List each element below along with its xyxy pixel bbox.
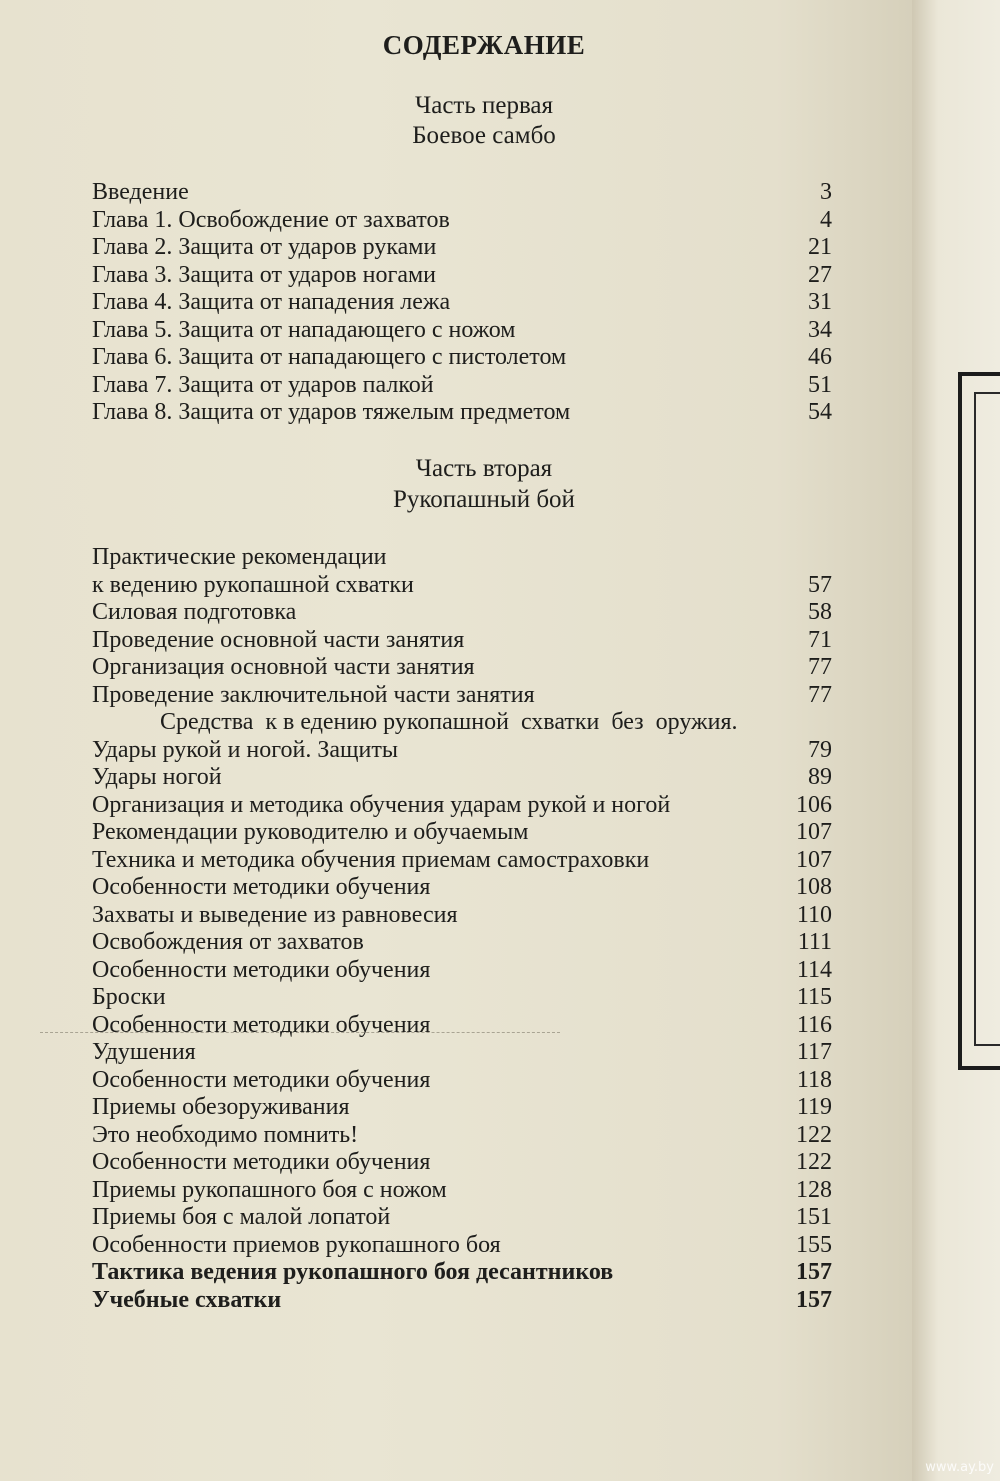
toc-entry xyxy=(92,599,832,627)
toc-entry-label: Техника и методика обучения приемам самостраховки xyxy=(92,846,650,873)
toc-entry-page: 71 xyxy=(808,626,832,653)
toc-entry xyxy=(92,737,832,765)
toc-entry-page: 107 xyxy=(796,846,832,873)
toc-entry-label: к ведению рукопашной схватки xyxy=(92,571,414,598)
toc-entry-label: Организация основной части занятия xyxy=(92,654,475,680)
toc-entry xyxy=(92,1259,832,1287)
toc-entry-label: Практические рекомендации xyxy=(92,544,387,570)
toc-entry-page: 27 xyxy=(808,261,832,288)
toc-entry xyxy=(92,1287,832,1315)
toc-entry xyxy=(92,344,832,372)
toc-entry xyxy=(92,984,832,1012)
toc-entry xyxy=(92,682,832,710)
toc-entry xyxy=(92,1067,832,1095)
toc-entry xyxy=(92,819,832,847)
toc-entry-page: 122 xyxy=(796,1121,832,1148)
toc-entry-page: 77 xyxy=(808,681,832,708)
toc-entry-page: 3 xyxy=(820,179,832,205)
toc-entry-label: Введение xyxy=(92,179,189,205)
toc-entry-page: 57 xyxy=(808,571,832,598)
toc-entry-page: 89 xyxy=(808,764,832,790)
toc-entry xyxy=(92,1232,832,1260)
toc-entry-label: Особенности методики обучения xyxy=(92,874,431,900)
part2-heading-line1: Часть вторая xyxy=(415,455,553,482)
toc-entry-page: 111 xyxy=(797,929,832,955)
toc-entry-label: Приемы боя с малой лопатой xyxy=(92,1204,391,1230)
toc-entry-page: 46 xyxy=(808,344,832,370)
toc-entry-label: Удары рукой и ногой. Защиты xyxy=(92,736,398,763)
toc-entry-page: 34 xyxy=(808,316,832,343)
toc-entry-label: Особенности методики обучения xyxy=(92,1149,431,1175)
toc-entry xyxy=(92,399,832,427)
toc-entry-label: Средства к в едению рукопашной схватки без оружия. xyxy=(160,709,738,735)
toc-entry xyxy=(92,289,832,317)
toc-entry-label: Приемы обезоруживания xyxy=(92,1094,350,1120)
toc-entry-page: 117 xyxy=(796,1039,832,1065)
toc-entry-label: Освобождения от захватов xyxy=(92,929,364,955)
toc-entry-page: 77 xyxy=(808,654,832,680)
toc-entry-page: 4 xyxy=(820,206,832,233)
toc-entry-label: Удары ногой xyxy=(92,764,222,790)
toc-entry xyxy=(92,929,832,957)
toc-entry xyxy=(92,1177,832,1205)
toc-entry-page: 107 xyxy=(796,819,832,845)
toc-entry xyxy=(92,764,832,792)
toc-entry-page: 51 xyxy=(808,371,832,398)
toc-entry-label: Глава 4. Защита от нападения лежа xyxy=(92,289,451,315)
toc-entry xyxy=(92,207,832,235)
toc-entry-page: 21 xyxy=(808,234,832,260)
toc-entry xyxy=(92,317,832,345)
toc-entry-label: Особенности методики обучения xyxy=(92,956,431,983)
toc-entry-page: 79 xyxy=(808,736,832,763)
toc-entry-page: 151 xyxy=(796,1204,832,1230)
watermark: www.ay.by xyxy=(925,1460,994,1475)
toc-entry-label: Глава 1. Освобождение от захватов xyxy=(92,206,450,233)
toc-entry xyxy=(92,1012,832,1040)
toc-entry-label: Глава 8. Защита от ударов тяжелым предметом xyxy=(92,399,571,425)
toc-entry xyxy=(92,847,832,875)
toc-entry-page: 106 xyxy=(796,791,832,818)
toc-entry xyxy=(92,234,832,262)
part1-heading-line1: Часть первая xyxy=(414,92,554,119)
toc-entry-page: 119 xyxy=(796,1094,832,1120)
toc-entry-label: Рекомендации руководителю и обучаемым xyxy=(92,819,529,845)
toc-entry-label: Особенности методики обучения xyxy=(92,1066,431,1093)
toc-entry xyxy=(92,1204,832,1232)
toc-entry xyxy=(92,902,832,930)
toc-entry xyxy=(92,372,832,400)
toc-entry xyxy=(92,572,832,600)
toc-entry-page: 58 xyxy=(808,599,832,625)
toc-entry-page: 31 xyxy=(808,289,832,315)
toc-entry-page: 116 xyxy=(796,1011,832,1038)
toc-entry-page: 115 xyxy=(796,984,832,1010)
toc-entry-page: 157 xyxy=(796,1259,832,1285)
toc-entry-label: Глава 7. Защита от ударов палкой xyxy=(92,371,434,398)
toc-entry-label: Броски xyxy=(92,984,166,1010)
toc-subheading xyxy=(92,709,832,737)
toc-entry xyxy=(92,1039,832,1067)
toc-entry-label: Особенности методики обучения xyxy=(92,1011,431,1038)
toc-entry-page: 155 xyxy=(796,1231,832,1258)
part1-toc xyxy=(92,179,832,427)
toc-entry-page: 118 xyxy=(796,1066,832,1093)
toc-entry-page: 157 xyxy=(796,1286,832,1313)
toc-entry-label: Приемы рукопашного боя с ножом xyxy=(92,1176,447,1203)
toc-entry xyxy=(92,874,832,902)
page-title: СОДЕРЖАНИЕ xyxy=(382,30,586,60)
adjacent-page-inner-frame xyxy=(974,392,1000,1046)
toc-entry-label: Удушения xyxy=(92,1039,196,1065)
part2-toc xyxy=(92,544,832,1314)
toc-entry-page: 128 xyxy=(796,1176,832,1203)
toc-entry-label: Глава 5. Защита от нападающего с ножом xyxy=(92,316,516,343)
toc-entry xyxy=(92,627,832,655)
toc-entry xyxy=(92,654,832,682)
toc-entry-page: 54 xyxy=(808,399,832,425)
toc-entry-page: 114 xyxy=(796,956,832,983)
toc-entry-label: Тактика ведения рукопашного боя десантников xyxy=(92,1259,614,1285)
toc-entry-label: Глава 2. Защита от ударов руками xyxy=(92,234,437,260)
part2-heading-line2: Рукопашный бой xyxy=(393,486,575,513)
toc-entry xyxy=(92,1122,832,1150)
toc-entry xyxy=(92,957,832,985)
toc-entry-label: Проведение основной части занятия xyxy=(92,626,465,653)
toc-entry-label: Глава 6. Защита от нападающего с пистолетом xyxy=(92,344,567,370)
toc-entry-label: Особенности приемов рукопашного боя xyxy=(92,1231,501,1258)
toc-entry xyxy=(92,792,832,820)
toc-entry xyxy=(92,179,832,207)
toc-entry-label: Организация и методика обучения ударам рукой и ногой xyxy=(92,791,671,818)
toc-entry-label: Захваты и выведение из равновесия xyxy=(92,901,458,928)
toc-entry-page: 122 xyxy=(796,1149,832,1175)
toc-entry-page: 110 xyxy=(796,901,832,928)
toc-entry-page: 108 xyxy=(796,874,832,900)
toc-entry-label: Учебные схватки xyxy=(92,1286,282,1313)
toc-entry-label: Проведение заключительной части занятия xyxy=(92,681,535,708)
toc-entry xyxy=(92,1094,832,1122)
toc-entry xyxy=(92,1149,832,1177)
toc-entry-label: Силовая подготовка xyxy=(92,599,297,625)
part1-heading-line2: Боевое самбо xyxy=(412,122,556,149)
toc-entry xyxy=(92,262,832,290)
toc-entry-label: Глава 3. Защита от ударов ногами xyxy=(92,261,437,288)
toc-entry-label: Это необходимо помнить! xyxy=(92,1121,359,1148)
toc-entry xyxy=(92,544,832,572)
